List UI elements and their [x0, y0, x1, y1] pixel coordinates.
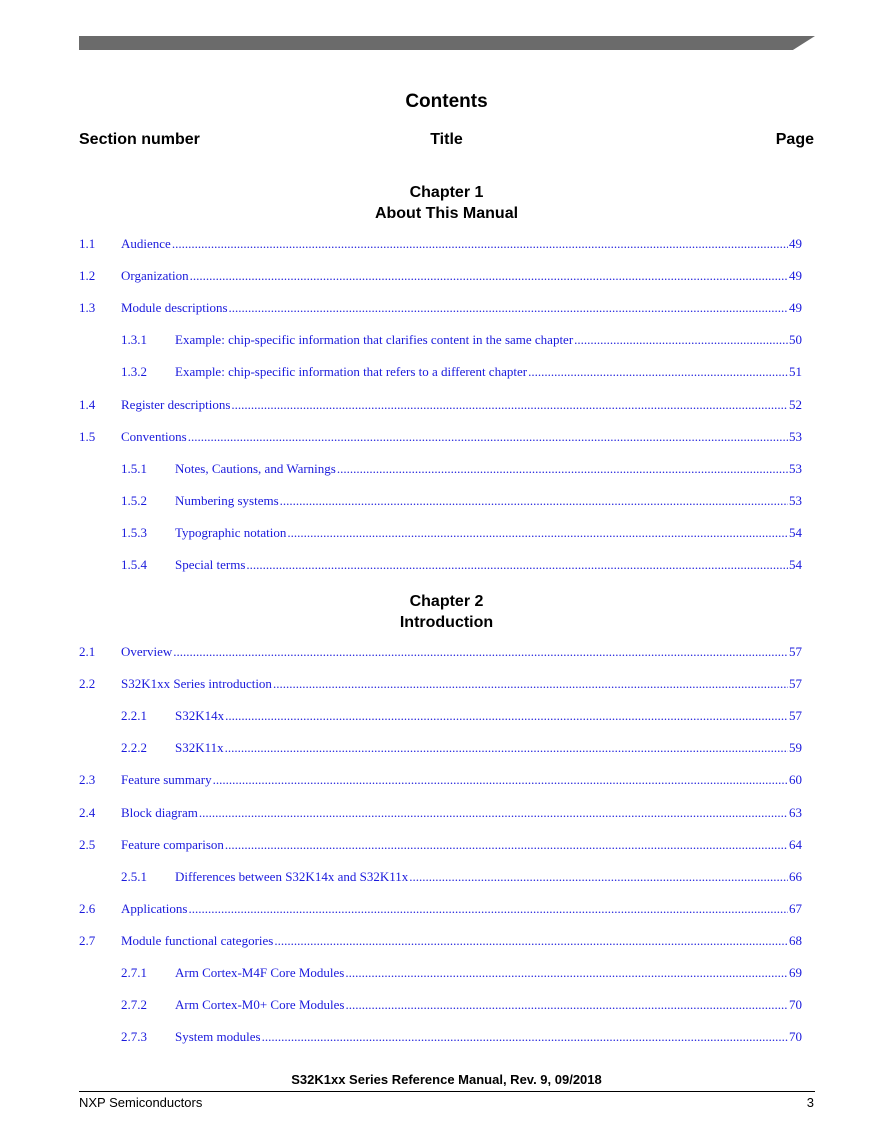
toc-entry[interactable]: [0, 363, 893, 381]
chapter-heading: [0, 591, 893, 633]
toc-entry-link[interactable]: [175, 492, 802, 510]
toc-page-number[interactable]: 57: [789, 644, 802, 659]
toc-section-number[interactable]: 1.4: [79, 397, 96, 412]
toc-entry-link[interactable]: [121, 836, 802, 854]
toc-entry[interactable]: [0, 771, 893, 789]
toc-page-number[interactable]: 63: [789, 805, 802, 820]
column-header-page: Page: [775, 131, 814, 148]
toc-page-number[interactable]: 49: [789, 236, 802, 251]
toc-entry[interactable]: [0, 396, 893, 414]
toc-entry-link[interactable]: [175, 556, 802, 574]
toc-section-number[interactable]: 2.2.2: [121, 740, 147, 755]
dot-leader: [574, 331, 788, 349]
dot-leader: [345, 964, 788, 982]
toc-entry[interactable]: [0, 675, 893, 693]
dot-leader: [225, 836, 788, 854]
dot-leader: [173, 643, 788, 661]
dot-leader: [273, 675, 788, 693]
toc-section-number[interactable]: 1.5.1: [121, 461, 147, 476]
toc-entry-link[interactable]: [175, 363, 802, 381]
toc-entry-link[interactable]: [121, 675, 802, 693]
toc-entry[interactable]: [0, 428, 893, 446]
toc-entry-title[interactable]: Conventions: [121, 429, 187, 444]
toc-page-number[interactable]: 49: [789, 300, 802, 315]
toc-page-number[interactable]: 53: [789, 493, 802, 508]
toc-entry-title[interactable]: Notes, Cautions, and Warnings: [175, 461, 336, 476]
toc-entry-link[interactable]: [121, 643, 802, 661]
toc-entry-title[interactable]: Module descriptions: [121, 300, 228, 315]
toc-entry-title[interactable]: Example: chip-specific information that refers to a different chapter: [175, 364, 528, 379]
toc-section-number[interactable]: 1.5.3: [121, 525, 147, 540]
toc-page-number[interactable]: 53: [789, 461, 802, 476]
toc-page-number[interactable]: 53: [789, 429, 802, 444]
toc-section-number[interactable]: 2.4: [79, 805, 96, 820]
dot-leader: [409, 868, 788, 886]
dot-leader: [287, 524, 788, 542]
toc-entry-title[interactable]: System modules: [175, 1029, 261, 1044]
dot-leader: [225, 707, 788, 725]
toc-entry-title[interactable]: Feature summary: [121, 772, 212, 787]
dot-leader: [172, 235, 788, 253]
toc-page-number[interactable]: 57: [789, 676, 802, 691]
toc-entry[interactable]: [0, 868, 893, 886]
toc-page-number[interactable]: 51: [789, 364, 802, 379]
toc-entry[interactable]: [0, 836, 893, 854]
toc-section-number[interactable]: 2.1: [79, 644, 96, 659]
toc-entry-link[interactable]: [175, 868, 802, 886]
toc-entry-title[interactable]: Typographic notation: [175, 525, 287, 540]
toc-entry-title[interactable]: Module functional categories: [121, 933, 274, 948]
footer-company: NXP Semiconductors: [79, 1095, 203, 1110]
dot-leader: [528, 363, 788, 381]
toc-entry-title[interactable]: Block diagram: [121, 805, 198, 820]
chapter-heading: [0, 182, 893, 224]
toc-entry[interactable]: [0, 1028, 893, 1046]
toc-entry-link[interactable]: [175, 707, 802, 725]
toc-entry-link[interactable]: [175, 460, 802, 478]
toc-section-number[interactable]: 1.1: [79, 236, 96, 251]
toc-page-number[interactable]: 54: [789, 557, 802, 572]
toc-entry-link[interactable]: [121, 804, 802, 822]
toc-section-number[interactable]: 1.5: [79, 429, 96, 444]
chapter-label: Chapter 2: [409, 593, 484, 610]
footer-manual-title: S32K1xx Series Reference Manual, Rev. 9, 09/2018: [291, 1072, 602, 1087]
chapter-label: Chapter 1: [409, 184, 484, 201]
toc-page-number[interactable]: 67: [789, 901, 802, 916]
toc-entry[interactable]: [0, 900, 893, 918]
dot-leader: [213, 771, 788, 789]
toc-entry-link[interactable]: [121, 932, 802, 950]
toc-entry-title[interactable]: S32K11x: [175, 740, 224, 755]
toc-entry-link[interactable]: [175, 996, 802, 1014]
toc-entry-link[interactable]: [175, 331, 802, 349]
toc-section-number[interactable]: 1.2: [79, 268, 96, 283]
toc-entry-title[interactable]: Differences between S32K14x and S32K11x: [175, 869, 409, 884]
toc-entry-title[interactable]: Overview: [121, 644, 173, 659]
toc-entry-title[interactable]: Example: chip-specific information that clarifies content in the same chapter: [175, 332, 574, 347]
toc-entry-link[interactable]: [121, 396, 802, 414]
toc-page-number[interactable]: 68: [789, 933, 802, 948]
toc-entry[interactable]: [0, 299, 893, 317]
dot-leader: [199, 804, 788, 822]
toc-section-number[interactable]: 2.7.1: [121, 965, 147, 980]
header-bar: [79, 36, 815, 50]
toc-entry[interactable]: [0, 556, 893, 574]
toc-entry-title[interactable]: Numbering systems: [175, 493, 279, 508]
dot-leader: [188, 428, 788, 446]
toc-entry-link[interactable]: [121, 428, 802, 446]
dot-leader: [225, 739, 788, 757]
toc-entry[interactable]: [0, 524, 893, 542]
footer-page-number: 3: [806, 1095, 814, 1110]
toc-page-number[interactable]: 57: [789, 708, 802, 723]
toc-section-number[interactable]: 1.3.2: [121, 364, 147, 379]
toc-entry-link[interactable]: [175, 524, 802, 542]
toc-entry[interactable]: [0, 739, 893, 757]
toc-page-number[interactable]: 59: [789, 740, 802, 755]
toc-entry-title[interactable]: Special terms: [175, 557, 246, 572]
toc-entry-link[interactable]: [121, 299, 802, 317]
dot-leader: [274, 932, 788, 950]
column-header-section-number: Section number: [79, 131, 200, 148]
toc-section-number[interactable]: 2.6: [79, 901, 96, 916]
dot-leader: [190, 267, 788, 285]
toc-entry-title[interactable]: Audience: [121, 236, 171, 251]
toc-section-number[interactable]: 1.5.4: [121, 557, 147, 572]
toc-entry[interactable]: [0, 804, 893, 822]
toc-page-number[interactable]: 54: [789, 525, 802, 540]
dot-leader: [262, 1028, 788, 1046]
toc-section-number[interactable]: 2.5.1: [121, 869, 147, 884]
footer-divider: [79, 1091, 815, 1092]
toc-entry-title[interactable]: Applications: [121, 901, 188, 916]
toc-section-number[interactable]: 2.2: [79, 676, 96, 691]
toc-page-number[interactable]: 69: [789, 965, 802, 980]
toc-entry-link[interactable]: [121, 267, 802, 285]
dot-leader: [229, 299, 788, 317]
dot-leader: [231, 396, 788, 414]
toc-entry-link[interactable]: [175, 964, 802, 982]
toc-entry-title[interactable]: Register descriptions: [121, 397, 231, 412]
toc-page-number[interactable]: 64: [789, 837, 802, 852]
dot-leader: [345, 996, 788, 1014]
toc-entry-link[interactable]: [121, 771, 802, 789]
toc-page-number[interactable]: 52: [789, 397, 802, 412]
toc-page-number[interactable]: 60: [789, 772, 802, 787]
toc-page-number[interactable]: 49: [789, 268, 802, 283]
toc-section-number[interactable]: 1.3: [79, 300, 96, 315]
toc-section-number[interactable]: 1.5.2: [121, 493, 147, 508]
dot-leader: [337, 460, 788, 478]
toc-section-number[interactable]: 1.3.1: [121, 332, 147, 347]
toc-section-number[interactable]: 2.7.2: [121, 997, 147, 1012]
toc-section-number[interactable]: 2.7: [79, 933, 96, 948]
toc-entry[interactable]: [0, 932, 893, 950]
dot-leader: [280, 492, 788, 510]
dot-leader: [188, 900, 788, 918]
toc-entry[interactable]: [0, 460, 893, 478]
toc-entry-title[interactable]: Organization: [121, 268, 189, 283]
column-header-title: Title: [430, 131, 463, 148]
toc-entry[interactable]: [0, 235, 893, 253]
toc-entry-link[interactable]: [175, 1028, 802, 1046]
toc-entry[interactable]: [0, 996, 893, 1014]
chapter-name: Introduction: [399, 614, 494, 631]
toc-section-number[interactable]: 2.7.3: [121, 1029, 147, 1044]
toc-entry[interactable]: [0, 964, 893, 982]
toc-page-number[interactable]: 66: [789, 869, 802, 884]
toc-section-number[interactable]: 2.5: [79, 837, 96, 852]
toc-entry-link[interactable]: [175, 739, 802, 757]
toc-entry-link[interactable]: [121, 900, 802, 918]
toc-section-number[interactable]: 2.3: [79, 772, 96, 787]
toc-entry-title[interactable]: S32K1xx Series introduction: [121, 676, 272, 691]
toc-entry[interactable]: [0, 267, 893, 285]
toc-page-number[interactable]: 70: [789, 1029, 802, 1044]
toc-entry[interactable]: [0, 643, 893, 661]
toc-page-number[interactable]: 70: [789, 997, 802, 1012]
toc-section-number[interactable]: 2.2.1: [121, 708, 147, 723]
toc-entry[interactable]: [0, 707, 893, 725]
toc-entry[interactable]: [0, 331, 893, 349]
toc-page-number[interactable]: 50: [789, 332, 802, 347]
page-title: Contents: [405, 91, 488, 112]
chapter-name: About This Manual: [374, 205, 519, 222]
toc-entry-title[interactable]: Arm Cortex-M0+ Core Modules: [175, 997, 345, 1012]
toc-entry-title[interactable]: Arm Cortex-M4F Core Modules: [175, 965, 345, 980]
toc-entry-link[interactable]: [121, 235, 802, 253]
toc-entry[interactable]: [0, 492, 893, 510]
toc-entry-title[interactable]: S32K14x: [175, 708, 225, 723]
toc-entry-title[interactable]: Feature comparison: [121, 837, 224, 852]
dot-leader: [246, 556, 788, 574]
